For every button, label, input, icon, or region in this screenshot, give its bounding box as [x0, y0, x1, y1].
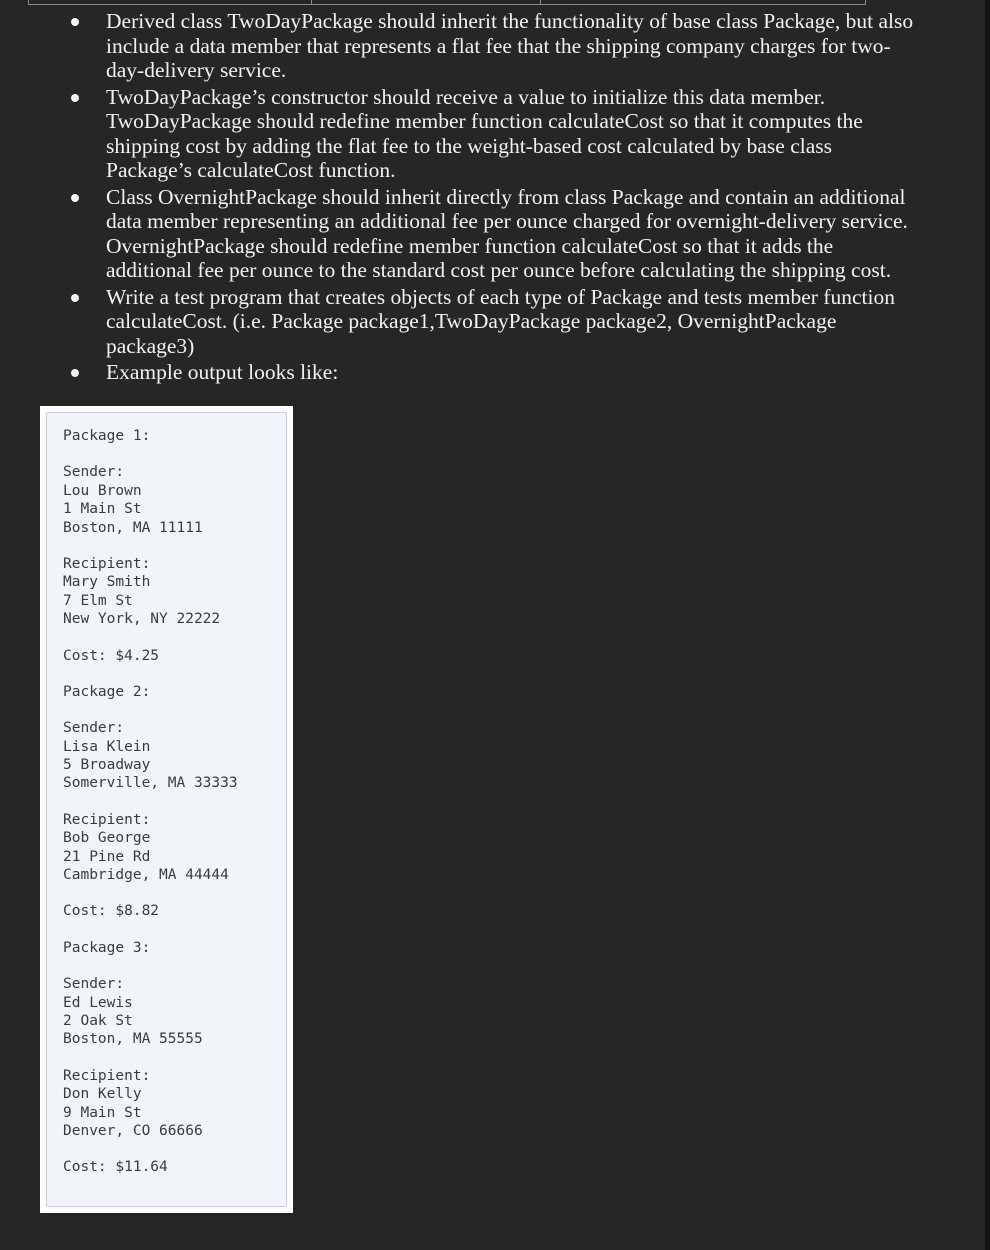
recipient-city: Denver, CO 66666	[63, 1122, 203, 1139]
sender-street: 1 Main St	[63, 501, 142, 518]
bullet-icon	[71, 369, 79, 377]
package-heading: Package 2:	[63, 683, 151, 700]
recipient-label: Recipient:	[63, 1067, 151, 1084]
sender-city: Boston, MA 11111	[63, 519, 203, 536]
table-divider	[540, 0, 541, 5]
sender-label: Sender:	[63, 976, 125, 993]
bullet-icon	[71, 94, 79, 102]
recipient-street: 21 Pine Rd	[63, 848, 151, 865]
bullet-icon	[71, 18, 79, 26]
sender-name: Lisa Klein	[63, 738, 151, 755]
recipient-street: 7 Elm St	[63, 592, 133, 609]
list-item	[68, 185, 918, 283]
bullet-icon	[71, 194, 79, 202]
recipient-name: Bob George	[63, 830, 151, 847]
bullet-icon	[71, 294, 79, 302]
table-border-fragment	[28, 0, 866, 5]
recipient-name: Mary Smith	[63, 574, 151, 591]
package-cost: Cost: $4.25	[63, 647, 160, 664]
sender-label: Sender:	[63, 464, 125, 481]
recipient-street: 9 Main St	[63, 1104, 142, 1121]
list-item-text: Class OvernightPackage should inherit directly from class Package and contain an additional data member representing an additional fee per ounce charged for overnight-delivery service. OvernightPackage should redefine member function calculateCost so that it adds the additional fee per ounce to the standard cost per ounce before calculating the shipping cost.	[106, 184, 908, 282]
package-cost: Cost: $8.82	[63, 903, 160, 920]
list-item	[68, 9, 918, 83]
window-edge	[985, 0, 990, 1250]
sender-street: 2 Oak St	[63, 1012, 133, 1029]
sender-name: Lou Brown	[63, 482, 142, 499]
recipient-label: Recipient:	[63, 555, 151, 572]
requirements-list	[68, 9, 918, 387]
console-output	[46, 412, 287, 1207]
sender-city: Boston, MA 55555	[63, 1031, 203, 1048]
package-cost: Cost: $11.64	[63, 1159, 168, 1176]
sender-label: Sender:	[63, 720, 125, 737]
table-divider	[311, 0, 312, 5]
sender-city: Somerville, MA 33333	[63, 775, 238, 792]
recipient-city: Cambridge, MA 44444	[63, 867, 229, 884]
list-item	[68, 85, 918, 183]
list-item-text: Write a test program that creates objects of each type of Package and tests member function calculateCost. (i.e. Package package1,TwoDayPackage package2, OvernightPackage package3)	[106, 284, 895, 358]
example-output-screenshot	[40, 406, 293, 1213]
list-item	[68, 360, 918, 385]
recipient-name: Don Kelly	[63, 1086, 142, 1103]
sender-street: 5 Broadway	[63, 757, 151, 774]
sender-name: Ed Lewis	[63, 994, 133, 1011]
package-heading: Package 3:	[63, 939, 151, 956]
list-item-text: Derived class TwoDayPackage should inherit the functionality of base class Package, but also include a data member that represents a flat fee that the shipping company charges for two-day-delivery service.	[106, 9, 914, 82]
list-item	[68, 285, 918, 359]
recipient-city: New York, NY 22222	[63, 611, 221, 628]
list-item-text: TwoDayPackage’s constructor should receive a value to initialize this data member. TwoDayPackage should redefine member function calculateCost so that it computes the shipping cost by adding the flat fee to the weight-based cost calculated by base class Package’s calculateCost function.	[106, 84, 863, 182]
package-heading: Package 1:	[63, 428, 151, 444]
recipient-label: Recipient:	[63, 811, 151, 828]
list-item-text: Example output looks like:	[106, 360, 339, 384]
